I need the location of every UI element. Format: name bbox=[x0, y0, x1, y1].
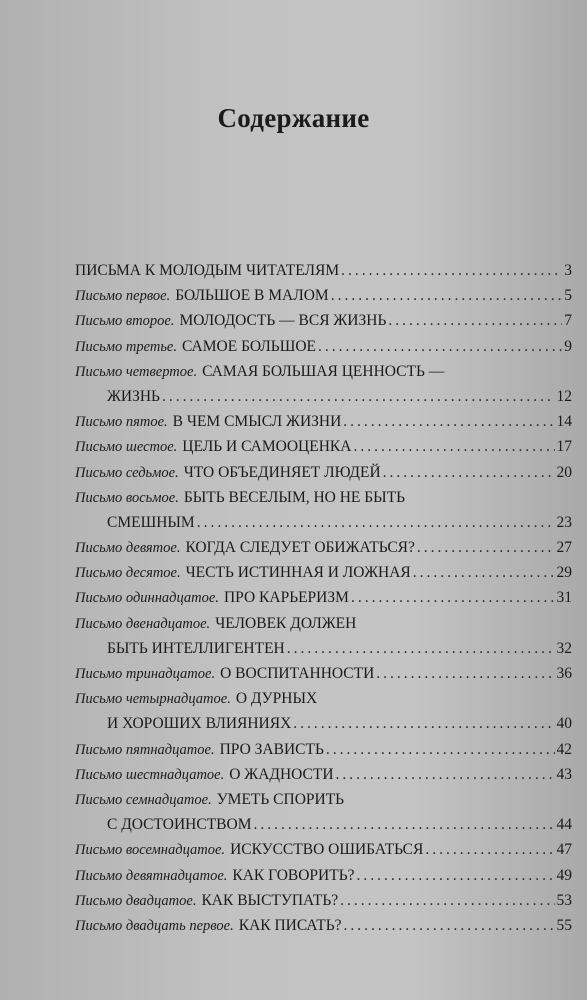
toc-entry bbox=[75, 913, 572, 938]
toc-letter-number: Письмо двадцать первое. bbox=[75, 917, 234, 934]
dot-leader bbox=[318, 334, 562, 359]
toc-entry bbox=[75, 434, 572, 459]
toc-entry-title: ПИСЬМА К МОЛОДЫМ ЧИТАТЕЛЯМ bbox=[75, 262, 340, 279]
toc-entry-label bbox=[75, 686, 317, 712]
toc-page-number: 12 bbox=[556, 387, 572, 405]
toc-entry-title: КАК ГОВОРИТЬ? bbox=[232, 866, 355, 884]
toc-letter-number: Письмо шестнадцатое. bbox=[75, 766, 225, 783]
toc-entry-title: БЫТЬ ИНТЕЛЛИГЕНТЕН bbox=[107, 639, 285, 657]
toc-page-number: 47 bbox=[556, 841, 572, 859]
toc-letter-number: Письмо девятое. bbox=[75, 540, 181, 557]
toc-entry-title: ПРО КАРЬЕРИЗМ bbox=[223, 589, 349, 607]
table-of-contents bbox=[75, 258, 572, 938]
toc-entry bbox=[75, 837, 572, 862]
toc-letter-number: Письмо двенадцатое. bbox=[75, 615, 211, 632]
toc-page-number: 49 bbox=[556, 866, 572, 884]
toc-entry bbox=[75, 787, 572, 837]
toc-entry-line bbox=[75, 888, 572, 913]
toc-letter-number: Письмо седьмое. bbox=[75, 464, 179, 481]
toc-entry bbox=[75, 460, 572, 485]
toc-entry-title: КАК ВЫСТУПАТЬ? bbox=[201, 891, 339, 909]
toc-page-number: 55 bbox=[556, 916, 572, 934]
toc-page-number: 44 bbox=[556, 816, 572, 834]
toc-entry bbox=[75, 409, 572, 434]
toc-entry-title: УМЕТЬ СПОРИТЬ bbox=[216, 790, 345, 808]
toc-entry-label bbox=[75, 308, 386, 334]
toc-entry-label bbox=[107, 636, 285, 661]
toc-letter-number: Письмо пятнадцатое. bbox=[75, 741, 215, 758]
toc-page-number: 9 bbox=[564, 337, 572, 355]
toc-entry-title: САМОЕ БОЛЬШОЕ bbox=[181, 337, 316, 355]
toc-entry-label bbox=[75, 888, 338, 914]
dot-leader bbox=[253, 812, 554, 837]
toc-entry-label bbox=[75, 787, 344, 813]
toc-entry-line bbox=[75, 711, 572, 736]
toc-entry-title: ЧЕЛОВЕК ДОЛЖЕН bbox=[215, 614, 357, 632]
toc-letter-number: Письмо тринадцатое. bbox=[75, 666, 216, 682]
toc-entry-title: КАК ПИСАТЬ? bbox=[238, 916, 342, 934]
toc-entry-line bbox=[75, 434, 572, 459]
toc-entry bbox=[75, 661, 572, 686]
toc-entry-line bbox=[75, 737, 572, 762]
toc-letter-number: Письмо третье. bbox=[75, 338, 177, 355]
page-title: Содержание bbox=[217, 103, 370, 133]
dot-leader bbox=[341, 258, 562, 283]
toc-page-number: 20 bbox=[556, 463, 572, 481]
toc-entry-label bbox=[75, 737, 324, 763]
toc-entry bbox=[75, 334, 572, 359]
toc-letter-number: Письмо одиннадцатое. bbox=[75, 590, 219, 607]
toc-letter-number: Письмо первое. bbox=[75, 288, 171, 305]
toc-entry-label bbox=[75, 611, 356, 637]
toc-entry-title: ЧЕСТЬ ИСТИННАЯ И ЛОЖНАЯ bbox=[185, 564, 411, 582]
toc-entry-title: ЧТО ОБЪЕДИНЯЕТ ЛЮДЕЙ bbox=[183, 463, 381, 481]
toc-entry-label bbox=[75, 460, 381, 486]
toc-entry bbox=[75, 863, 572, 888]
toc-entry-label bbox=[75, 359, 444, 385]
toc-entry-label bbox=[75, 434, 351, 460]
toc-page-number: 40 bbox=[556, 715, 572, 733]
dot-leader bbox=[425, 837, 554, 862]
toc-entry-line bbox=[75, 409, 572, 434]
dot-leader bbox=[357, 863, 555, 888]
toc-entry-label bbox=[107, 384, 160, 409]
toc-page-number: 42 bbox=[556, 740, 572, 758]
dot-leader bbox=[351, 585, 555, 610]
toc-entry-line bbox=[75, 308, 572, 333]
toc-entry-label bbox=[75, 913, 342, 939]
dot-leader bbox=[417, 535, 555, 560]
dot-leader bbox=[293, 711, 554, 736]
dot-leader bbox=[344, 913, 555, 938]
dot-leader bbox=[340, 888, 554, 913]
toc-entry-line bbox=[75, 460, 572, 485]
toc-entry bbox=[75, 762, 572, 787]
toc-entry-line bbox=[75, 560, 572, 585]
toc-entry-line bbox=[75, 913, 572, 938]
toc-entry bbox=[75, 485, 572, 535]
toc-entry-label bbox=[75, 283, 329, 309]
toc-entry-title: СМЕШНЫМ bbox=[107, 513, 195, 531]
toc-page-number: 27 bbox=[556, 539, 572, 557]
toc-entry-line bbox=[75, 863, 572, 888]
toc-letter-number: Письмо девятнадцатое. bbox=[75, 867, 228, 884]
toc-entry-line bbox=[75, 359, 572, 384]
toc-entry-label bbox=[75, 560, 411, 586]
toc-entry-line bbox=[75, 762, 572, 787]
toc-entry-label bbox=[107, 812, 251, 837]
toc-page-number: 17 bbox=[556, 438, 572, 456]
toc-page-number: 23 bbox=[556, 513, 572, 531]
dot-leader bbox=[197, 510, 555, 535]
toc-entry bbox=[75, 535, 572, 560]
toc-entry-line bbox=[75, 636, 572, 661]
toc-entry-label bbox=[107, 510, 195, 535]
toc-entry-line bbox=[75, 686, 572, 711]
toc-entry-title: БЫТЬ ВЕСЕЛЫМ, НО НЕ БЫТЬ bbox=[183, 488, 406, 506]
toc-entry-line bbox=[75, 661, 572, 686]
toc-letter-number: Письмо восьмое. bbox=[75, 489, 179, 506]
toc-entry bbox=[75, 611, 572, 661]
toc-entry bbox=[75, 737, 572, 762]
toc-entry-line bbox=[75, 510, 572, 535]
toc-page-number: 31 bbox=[556, 589, 572, 607]
toc-entry-label bbox=[75, 863, 355, 889]
toc-entry-title: О ЖАДНОСТИ bbox=[229, 765, 334, 783]
toc-entry-label bbox=[107, 711, 291, 736]
toc-entry-line bbox=[75, 837, 572, 862]
toc-entry-title: МОЛОДОСТЬ — ВСЯ ЖИЗНЬ bbox=[179, 312, 387, 330]
dot-leader bbox=[388, 308, 562, 333]
toc-entry-label bbox=[75, 409, 341, 435]
toc-page-number: 53 bbox=[556, 891, 572, 909]
toc-entry-line bbox=[75, 812, 572, 837]
toc-entry-line bbox=[75, 384, 572, 409]
dot-leader bbox=[343, 409, 554, 434]
toc-page-number: 5 bbox=[564, 287, 572, 305]
toc-letter-number: Письмо двадцатое. bbox=[75, 892, 197, 909]
toc-letter-number: Письмо десятое. bbox=[75, 565, 181, 582]
dot-leader bbox=[336, 762, 555, 787]
toc-entry-line bbox=[75, 283, 572, 308]
toc-entry-line bbox=[75, 585, 572, 610]
toc-letter-number: Письмо шестое. bbox=[75, 439, 178, 456]
toc-letter-number: Письмо четвертое. bbox=[75, 363, 198, 380]
toc-letter-number: Письмо семнадцатое. bbox=[75, 791, 212, 808]
toc-entry-label bbox=[75, 485, 405, 511]
dot-leader bbox=[383, 460, 555, 485]
dot-leader bbox=[376, 661, 554, 686]
toc-entry-line bbox=[75, 535, 572, 560]
toc-entry-line bbox=[75, 611, 572, 636]
toc-entry bbox=[75, 686, 572, 736]
dot-leader bbox=[326, 737, 555, 762]
toc-entry-title: О ВОСПИТАННОСТИ bbox=[220, 665, 375, 682]
toc-letter-number: Письмо второе. bbox=[75, 313, 175, 330]
toc-entry-title: САМАЯ БОЛЬШАЯ ЦЕННОСТЬ — bbox=[202, 362, 445, 380]
toc-entry bbox=[75, 359, 572, 409]
toc-entry-label bbox=[75, 762, 334, 788]
toc-entry-line bbox=[75, 787, 572, 812]
toc-page-number: 7 bbox=[564, 312, 572, 330]
toc-letter-number: Письмо четырнадцатое. bbox=[75, 691, 231, 708]
toc-entry-label bbox=[75, 535, 415, 561]
toc-entry-label bbox=[75, 258, 339, 283]
toc-entry-title: И ХОРОШИХ ВЛИЯНИЯХ bbox=[107, 715, 292, 733]
dot-leader bbox=[287, 636, 555, 661]
toc-page-number: 3 bbox=[564, 262, 572, 279]
dot-leader bbox=[353, 434, 554, 459]
toc-entry bbox=[75, 258, 572, 283]
toc-entry bbox=[75, 560, 572, 585]
toc-entry-title: ПРО ЗАВИСТЬ bbox=[219, 740, 324, 758]
toc-entry-label bbox=[75, 585, 349, 611]
toc-page-number: 29 bbox=[556, 564, 572, 582]
toc-entry-label bbox=[75, 661, 374, 687]
toc-entry-title: БОЛЬШОЕ В МАЛОМ bbox=[175, 287, 329, 305]
toc-entry bbox=[75, 888, 572, 913]
toc-entry-title: ЦЕЛЬ И САМООЦЕНКА bbox=[182, 438, 352, 456]
toc-page-number: 36 bbox=[556, 665, 572, 682]
toc-page-number: 14 bbox=[556, 413, 572, 431]
toc-entry bbox=[75, 283, 572, 308]
toc-page-number: 32 bbox=[556, 639, 572, 657]
toc-letter-number: Письмо пятое. bbox=[75, 414, 168, 431]
toc-entry-title: ИСКУССТВО ОШИБАТЬСЯ bbox=[230, 841, 424, 859]
toc-letter-number: Письмо восемнадцатое. bbox=[75, 842, 226, 859]
toc-entry-title: КОГДА СЛЕДУЕТ ОБИЖАТЬСЯ? bbox=[185, 539, 415, 557]
dot-leader bbox=[413, 560, 555, 585]
toc-entry-title: ЖИЗНЬ bbox=[107, 387, 160, 405]
toc-entry-title: О ДУРНЫХ bbox=[235, 690, 318, 708]
toc-entry-label bbox=[75, 334, 316, 360]
toc-entry-title: В ЧЕМ СМЫСЛ ЖИЗНИ bbox=[172, 413, 342, 431]
toc-entry bbox=[75, 585, 572, 610]
dot-leader bbox=[162, 384, 555, 409]
toc-entry-line bbox=[75, 334, 572, 359]
toc-entry bbox=[75, 308, 572, 333]
toc-entry-title: С ДОСТОИНСТВОМ bbox=[107, 816, 252, 834]
toc-entry-line bbox=[75, 258, 572, 283]
toc-page-number: 43 bbox=[556, 765, 572, 783]
dot-leader bbox=[331, 283, 563, 308]
toc-entry-line bbox=[75, 485, 572, 510]
toc-entry-label bbox=[75, 837, 423, 863]
